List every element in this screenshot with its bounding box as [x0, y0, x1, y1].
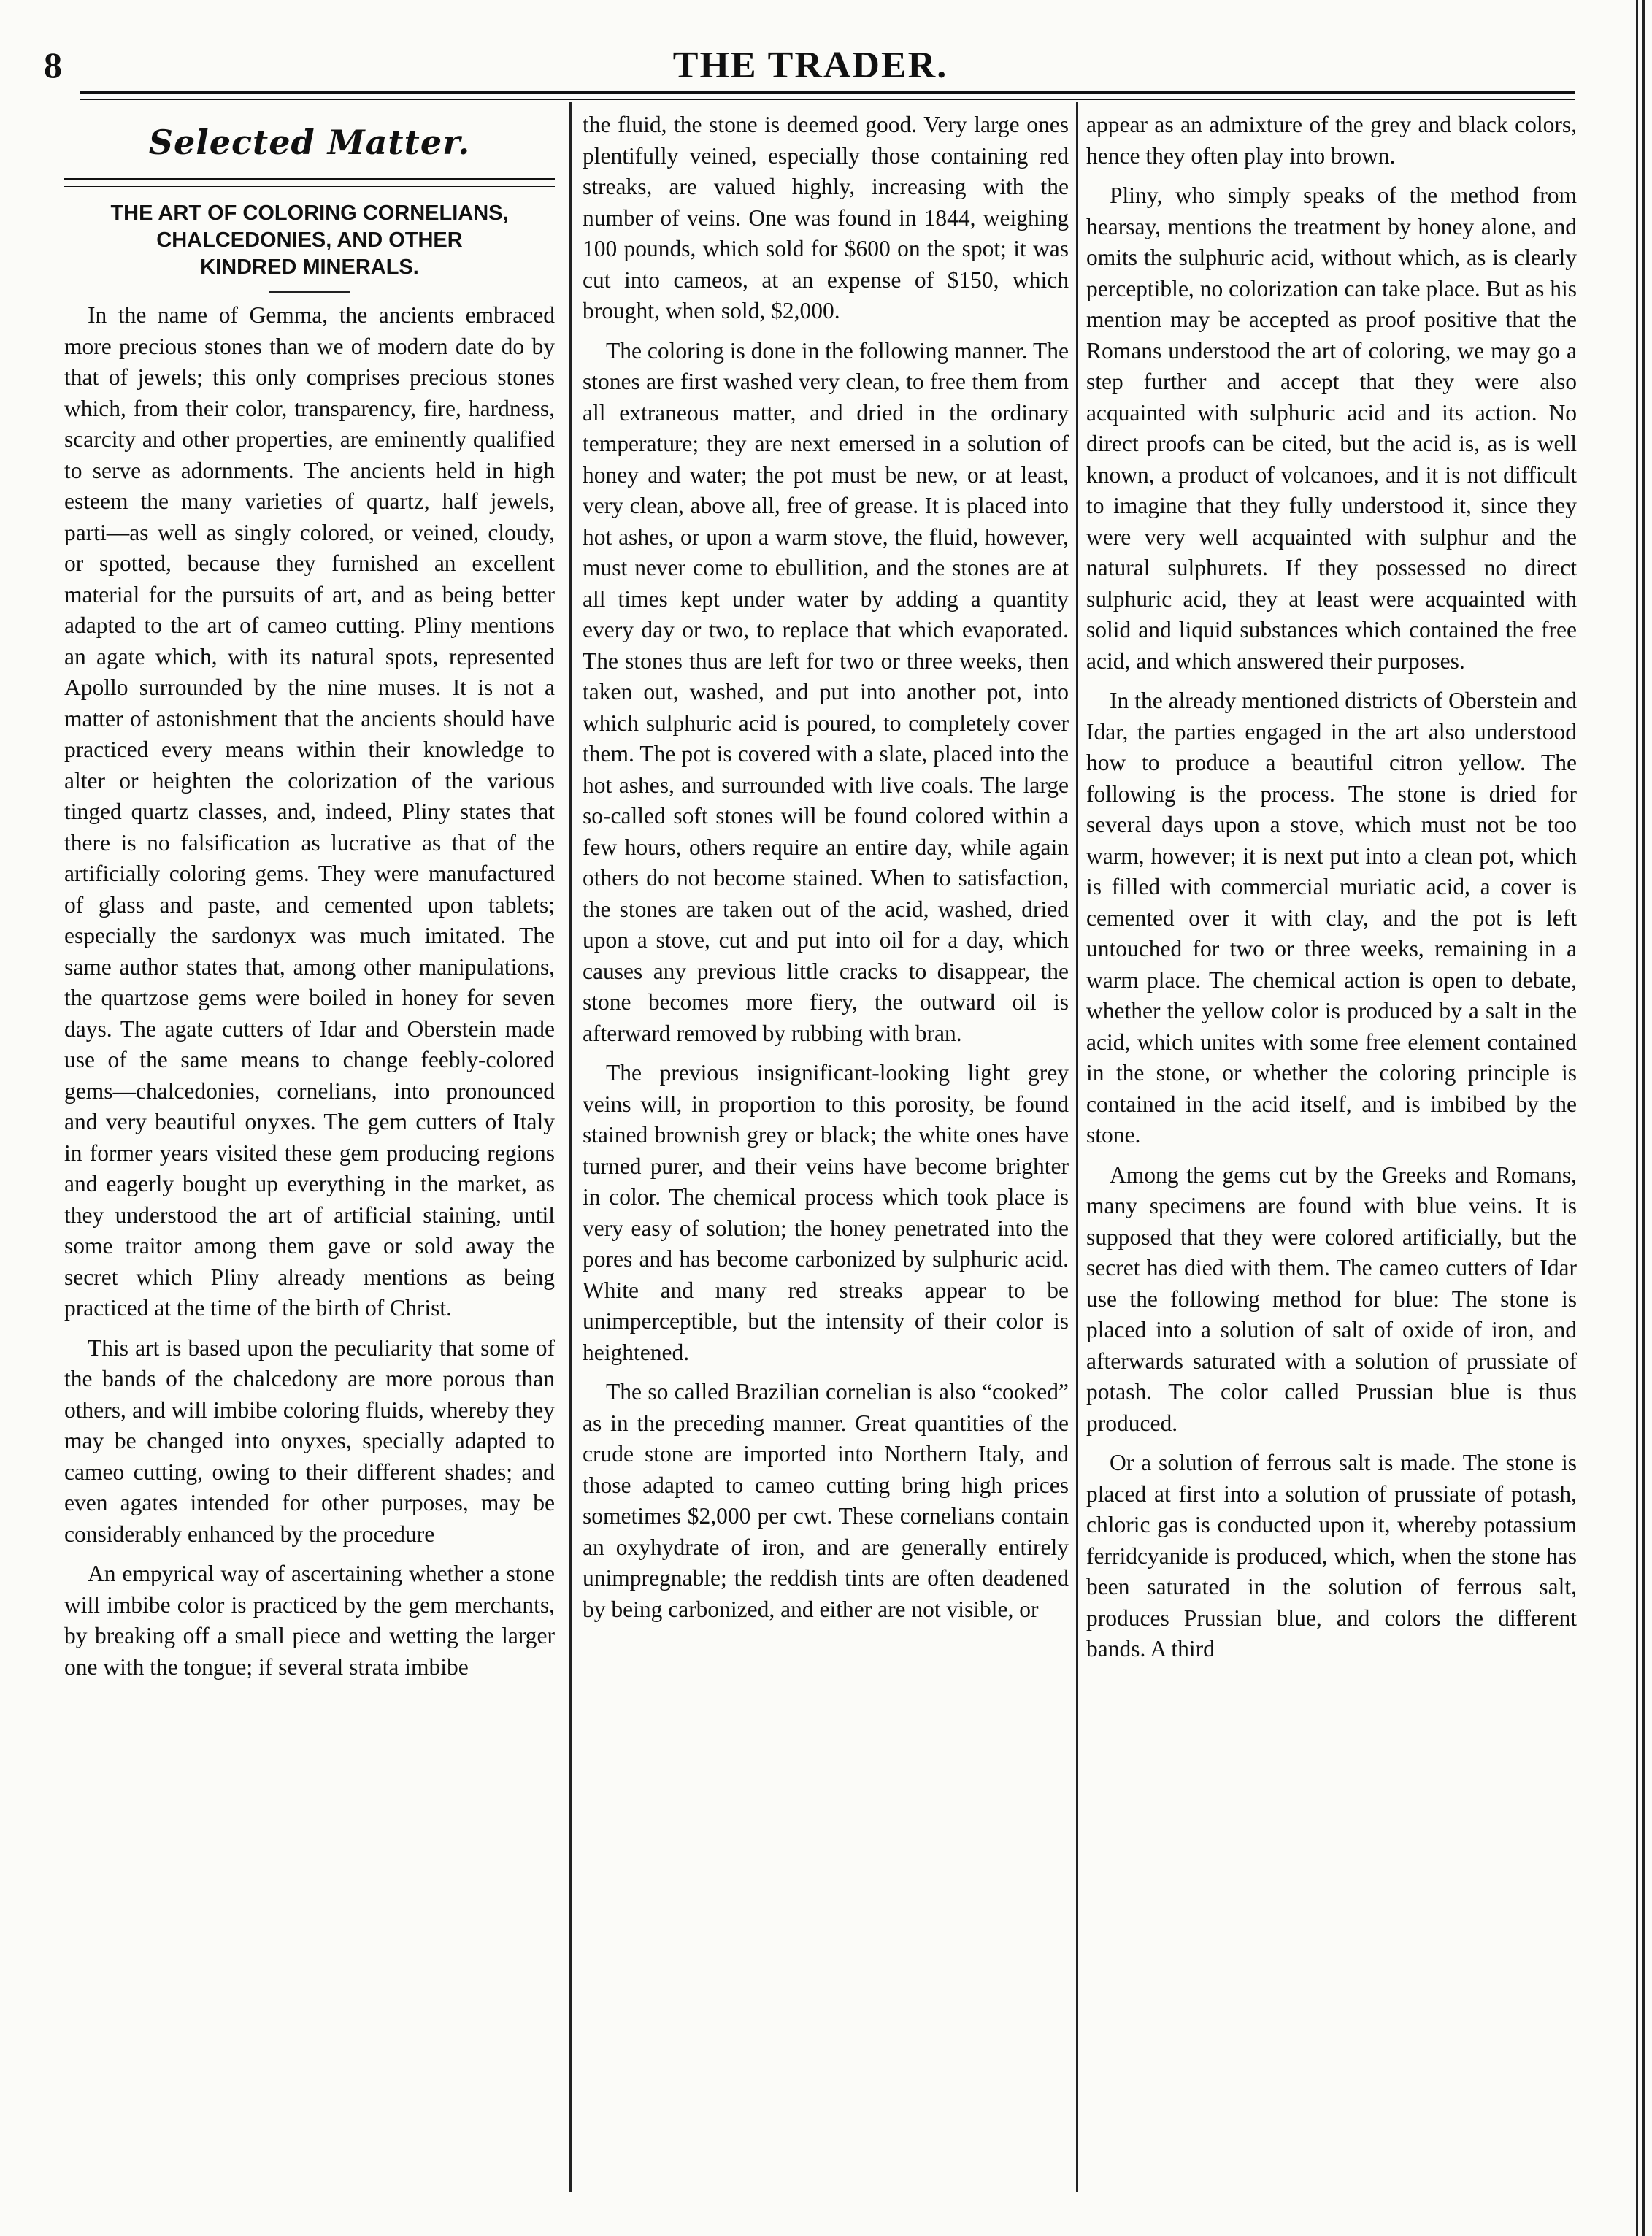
header-rule-thin: [80, 99, 1575, 100]
column-2: [583, 110, 1069, 2178]
page-header: [44, 44, 1577, 88]
paragraph: Pliny, who simply speaks of the method from hearsay, mentions the treatment by honey alone, and omits the sulphuric acid, without which, as is clearly perceptible, no colorization can take place. But as his mention may be accepted as proof positive that the Romans understood the art of coloring, we may go a step further and accept that they were also acquainted with sulphuric acid and its action. No direct proofs can be cited, but the acid is, as is well known, a product of volcanoes, and it is not difficult to imagine that they fully understood it, since they were very well acquainted with sulphur and the natural sulphurets. If they possessed no direct sulphuric acid, they at least were acquainted with solid and liquid substances which contained the free acid, and which answered their purposes.: [1086, 183, 1577, 674]
article-title-line: KINDRED MINERALS.: [200, 256, 419, 279]
section-heading: Selected Matter.: [148, 123, 471, 162]
paragraph: Among the gems cut by the Greeks and Romans, many specimens are found with blue veins. It is supposed that they were colored artificially, but the secret has died with them. The cameo cutters of Idar use the following method for blue: The stone is placed into a solution of salt of oxide of iron, and afterwards saturated with a solution of prussiate of potash. The color called Prussian blue is thus produced.: [1086, 1161, 1577, 1436]
section-rule: [64, 178, 555, 180]
paragraph: In the name of Gemma, the ancients embraced more precious stones than we of modern date do by that of jewels; this only comprises precious stones which, from their color, transparency, fire, hardness, scarcity and other properties, are eminently qualified to serve as adornments. The ancients held in high esteem the many varieties of quartz, half jewels, parti—as well as singly colored, or veined, cloudy, or spotted, because they furnished an excellent material for the pursuits of art, and as being better adapted to the art of cameo cutting. Pliny mentions an agate which, with its natural spots, represented Apollo surrounded by the nine muses. It is not a matter of astonishment that the ancients should have practiced every means within their knowledge to alter or heighten the colorization of the various tinged quartz classes, and, indeed, Pliny states that there is no falsification as lucrative as that of the artificially coloring gems. They were manufactured of glass and paste, and cemented upon tablets; especially the sardonyx was much imitated. The same author states that, among other manipulations, the quartzose gems were boiled in honey for seven days. The agate cutters of Idar and Oberstein made use of the same means to change feebly-colored gems—chalcedonies, cornelians, into pronounced and very beautiful onyxes. The gem cutters of Italy in former years visited these gem producing regions and eagerly bought up everything in the market, as they understood the art of artificial staining, until some traitor among them gave or sold away the secret which Pliny already mentions as being practiced at the time of the birth of Christ.: [64, 302, 555, 1321]
article-title-line: CHALCEDONIES, AND OTHER: [156, 228, 463, 252]
header-rule: [80, 91, 1575, 94]
section-rule-thin: [64, 186, 555, 187]
page-number: 8: [44, 45, 62, 85]
paragraph: In the already mentioned districts of Oberstein and Idar, the parties engaged in the art also understood how to produce a beautiful citron yellow. The following is the process. The stone is dried for several days upon a stove, which must not be too warm, however; it is next put into a clean pot, which is filled with commercial muriatic acid, a cover is cemented over it with clay, and the pot is left untouched for two or three weeks, remaining in a warm place. The chemical action is open to debate, whether the yellow color is produced by a salt in the acid, which unites with some free element contained in the stone, or whether the coloring principle is contained in the acid itself, and is imbibed by the stone.: [1086, 688, 1577, 1148]
article-title: [64, 200, 555, 281]
paragraph: An empyrical way of ascertaining whether a stone will imbibe color is practiced by the gem merchants, by breaking off a small piece and wetting the larger one with the tongue; if several strata imbibe: [64, 1561, 555, 1680]
article-title-line: THE ART OF COLORING CORNELIANS,: [110, 201, 509, 225]
column-divider: [1076, 102, 1078, 2192]
paragraph: Or a solution of ferrous salt is made. The stone is placed at first into a solution of prussiate of potash, chloric gas is conducted upon it, whereby potassium ferridcyanide is produced, which, when the stone has been saturated in the solution of ferrous salt, produces Prussian blue, and colors the different bands. A third: [1086, 1450, 1577, 1661]
paragraph: The previous insignificant-looking light grey veins will, in proportion to this porosity, be found stained brownish grey or black; the white ones have turned purer, and their veins have become brighter in color. The chemical process which took place is very easy of solution; the honey penetrated into the pores and has become carbonized by sulphuric acid. White and many red streaks appear to be unimperceptible, but the intensity of their color is heightened.: [583, 1060, 1069, 1365]
paragraph: the fluid, the stone is deemed good. Very large ones plentifully veined, especially those containing red streaks, are valued highly, increasing with the number of veins. One was found in 1844, weighing 100 pounds, which sold for $600 on the spot; it was cut into cameos, at an expense of $150, which brought, when sold, $2,000.: [583, 112, 1069, 323]
column-1: [64, 110, 555, 2178]
column-divider: [569, 102, 572, 2192]
paragraph: appear as an admixture of the grey and black colors, hence they often play into brown.: [1086, 112, 1577, 169]
title-rule: [269, 291, 350, 293]
paragraph: The coloring is done in the following manner. The stones are first washed very clean, to free them from all extraneous matter, and dried in the ordinary temperature; they are next emersed in a solution of honey and water; the pot must be new, or at least, very clean, above all, free of grease. It is placed into hot ashes, or upon a warm stove, the fluid, however, must never come to ebullition, and the stones are at all times kept under water by adding a quantity every day or two, to replace that which evaporated. The stones thus are left for two or three weeks, then taken out, washed, and put into another pot, into which sulphuric acid is poured, to completely cover them. The pot is covered with a slate, placed into the hot ashes, and surrounded with live coals. The large so-called soft stones will be found colored within a few hours, others require an entire day, while again others do not become stained. When to satisfaction, the stones are taken out of the acid, washed, dried upon a stove, cut and put into oil for a day, which causes any previous little cracks to disappear, the stone becomes more fiery, the outward oil is afterward removed by rubbing with bran.: [583, 337, 1069, 1046]
column-3: [1086, 110, 1577, 2178]
paragraph: The so called Brazilian cornelian is also “cooked” as in the preceding manner. Great quantities of the crude stone are imported into Northern Italy, and those adapted to cameo cutting bring high prices sometimes $2,000 per cwt. These cornelians contain an oxyhydrate of iron, and are generally entirely unimpregnable; the reddish tints are often deadened by being carbonized, and either are not visible, or: [583, 1379, 1069, 1622]
newspaper-title: THE TRADER.: [672, 45, 948, 86]
page-edge-border: [1630, 0, 1652, 2236]
paragraph: This art is based upon the peculiarity that some of the bands of the chalcedony are more porous than others, and will imbibe coloring fluids, whereby they may be changed into onyxes, specially adapted to cameo cutting, owing to their different shades; and even agates intended for other purposes, may be considerably enhanced by the procedure: [64, 1334, 555, 1547]
